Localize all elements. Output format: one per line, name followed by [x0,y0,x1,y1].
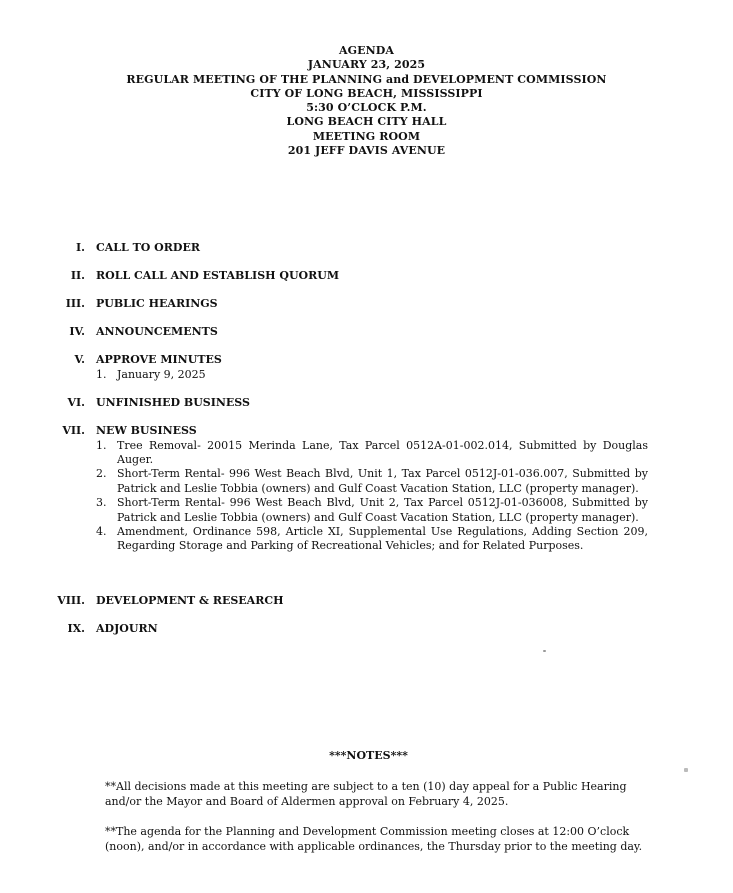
scan-speck [543,650,546,652]
agenda-header [0,44,733,158]
subitem-number: 4. [96,524,107,538]
agenda-item-number: V. [74,353,85,366]
subitem-number: 1. [96,438,107,452]
header-line-address: 201 JEFF DAVIS AVENUE [287,144,446,158]
subitem-number: 1. [96,367,107,381]
header-line-meeting: REGULAR MEETING OF THE PLANNING and DEVELOPMENT COMMISSION [126,72,607,86]
agenda-item-number: VIII. [57,594,85,607]
header-line-date: JANUARY 23, 2025 [307,58,426,72]
agenda-item-title: CALL TO ORDER [96,241,200,254]
agenda-item-title: ROLL CALL AND ESTABLISH QUORUM [96,269,340,282]
header-line-agenda: AGENDA [338,44,395,57]
note-appeal: **All decisions made at this meeting are subject to a ten (10) day appeal for a Public Hearing and/or the Mayor and Board of Aldermen approval on February 4, 2025. [105,780,627,808]
agenda-item-title: ADJOURN [96,622,158,635]
header-line-location: LONG BEACH CITY HALL [286,115,447,129]
agenda-item-number: I. [76,241,85,254]
agenda-item-title: UNFINISHED BUSINESS [96,396,250,409]
agenda-item-number: VII. [62,424,85,437]
agenda-subitem [96,496,648,525]
subitem-text: Short-Term Rental- 996 West Beach Blvd, Unit 2, Tax Parcel 0512J-01-036008, Submitted by Patrick and Leslie Tobbia (owners) and Gulf Coast Vacation Station, LLC (property manager). [117,496,648,524]
subitem-number: 3. [96,496,107,510]
agenda-subitems [96,439,648,554]
agenda-item-title: APPROVE MINUTES [96,353,222,366]
agenda-subitem [96,368,648,382]
agenda-subitem [96,525,648,554]
agenda-subitem [96,467,648,496]
agenda-item-number: VI. [67,396,85,409]
agenda-item-title: PUBLIC HEARINGS [96,297,218,310]
header-line-time: 5:30 O’CLOCK P.M. [306,101,427,115]
agenda-item-number: III. [65,297,85,310]
agenda-subitem [96,439,648,468]
subitem-text: Amendment, Ordinance 598, Article XI, Supplemental Use Regulations, Adding Section 209, Regarding Storage and Parking of Recreational Vehicles; and for Related Purposes. [117,524,648,553]
agenda-item-title: ANNOUNCEMENTS [96,325,218,338]
agenda-item-number: II. [70,269,85,282]
agenda-item-number: IV. [69,325,85,338]
agenda-subitems [96,368,648,382]
subitem-text: Tree Removal- 20015 Merinda Lane, Tax Parcel 0512A-01-002.014, Submitted by Douglas Auger. [117,438,648,466]
agenda-item-title: DEVELOPMENT & RESEARCH [96,594,284,607]
scan-speck [684,768,688,772]
note-agenda-closing: **The agenda for the Planning and Development Commission meeting closes at 12:00 O’clock (noon), and/or in accordance with applicable ordinances, the Thursday prior to the meeting day. [105,825,643,853]
agenda-item-title: NEW BUSINESS [96,424,197,437]
notes-title: ***NOTES*** [329,749,408,762]
subitem-text: January 9, 2025 [117,367,206,381]
notes-section [105,748,650,869]
header-line-room: MEETING ROOM [312,129,421,143]
agenda-item-number: IX. [67,622,85,635]
subitem-text: Short-Term Rental- 996 West Beach Blvd, Unit 1, Tax Parcel 0512J-01-036.007, Submitted by Patrick and Leslie Tobbia (owners) and Gulf Coast Vacation Station, LLC (property manager). [117,467,648,495]
subitem-number: 2. [96,467,107,481]
header-line-city: CITY OF LONG BEACH, MISSISSIPPI [250,86,483,100]
